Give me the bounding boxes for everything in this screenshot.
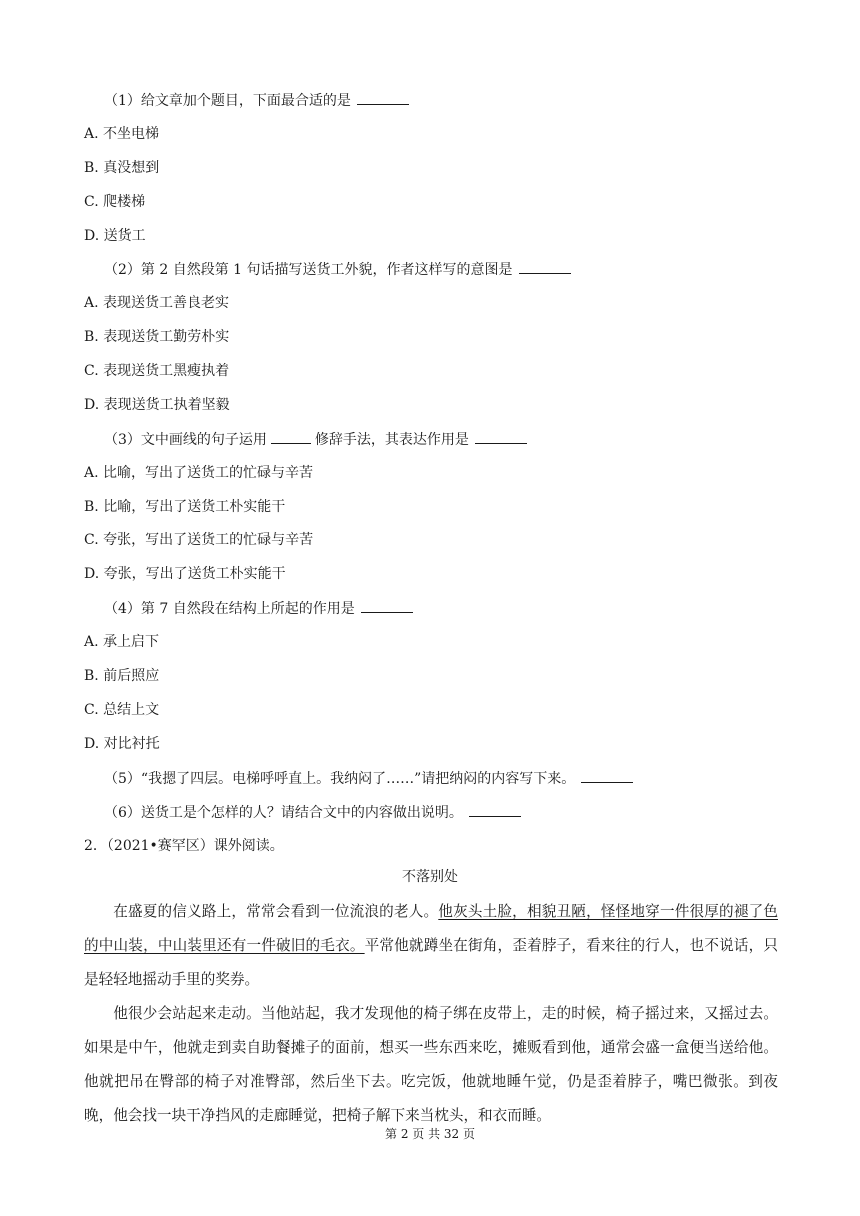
answer-blank-3b[interactable] (475, 429, 527, 444)
option: D. 表现送货工执着坚毅 (84, 397, 230, 413)
question-5-stem: （5）“我摁了四层。电梯呼呼直上。我纳闷了……”请把纳闷的内容写下来。 (104, 771, 576, 787)
option: A. 不坐电梯 (84, 126, 160, 142)
option: B. 表现送货工勤劳朴实 (84, 329, 230, 345)
option: A. 比喻，写出了送货工的忙碌与辛苦 (84, 465, 314, 481)
option: C. 表现送货工黑瘦执着 (84, 363, 230, 379)
option: C. 爬楼梯 (84, 194, 146, 210)
question-2 (104, 259, 571, 280)
answer-blank-3a[interactable] (271, 429, 311, 444)
article-paragraph-2: 他很少会站起来走动。当他站起，我才发现他的椅子绑在皮带上，走的时候，椅子摇过来，又摇过去。如果是中午，他就走到卖自助餐摊子的面前，想买一些东西来吃，摊贩看到他，通常会盛一盒便当送给他。他就把吊在臀部的椅子对准臀部，然后坐下去。吃完饭，他就地睡午觉，仍是歪着脖子，嘴巴微张。到夜晚，他会找一块干净挡风的走廊睡觉，把椅子解下来当枕头，和衣而睡。 (84, 1005, 778, 1124)
option: D. 对比衬托 (84, 736, 160, 752)
question-3-stem-b: 修辞手法，其表达作用是 (314, 432, 469, 448)
option: C. 总结上文 (84, 702, 160, 718)
answer-blank-5[interactable] (581, 768, 633, 783)
option: C. 夸张，写出了送货工的忙碌与辛苦 (84, 532, 314, 548)
option: B. 真没想到 (84, 160, 160, 176)
article-title: 不落别处 (402, 869, 458, 885)
question-3 (104, 429, 527, 450)
answer-blank-2[interactable] (519, 259, 571, 274)
option: B. 前后照应 (84, 668, 160, 684)
option: D. 夸张，写出了送货工朴实能干 (84, 566, 286, 582)
article-paragraph-1 (84, 895, 778, 997)
option: D. 送货工 (84, 228, 146, 244)
page-footer: 第 2 页 共 32 页 (385, 1127, 475, 1141)
section-heading: 2．（2021•赛罕区）课外阅读。 (84, 838, 284, 854)
question-1 (104, 90, 409, 111)
paragraph-1-text-b: 平常他就蹲坐在街角，歪着脖子，看来往的行人，也不说话，只是轻轻地摇动手里的奖券。 (84, 937, 778, 988)
question-6 (104, 802, 521, 823)
question-2-stem: （2）第 2 自然段第 1 句话描写送货工外貌，作者这样写的意图是 (104, 262, 513, 278)
option: B. 比喻，写出了送货工朴实能干 (84, 499, 286, 515)
answer-blank-4[interactable] (361, 598, 413, 613)
question-3-stem-a: （3）文中画线的句子运用 (104, 432, 267, 448)
question-6-stem: （6）送货工是个怎样的人？请结合文中的内容做出说明。 (104, 805, 463, 821)
option: A. 承上启下 (84, 634, 160, 650)
question-4-stem: （4）第 7 自然段在结构上所起的作用是 (104, 601, 355, 617)
question-1-stem: （1）给文章加个题目，下面最合适的是 (104, 93, 351, 109)
question-4 (104, 598, 413, 619)
answer-blank-1[interactable] (357, 90, 409, 105)
underlined-sentence: 他灰头土脸，相貌丑陋，怪怪地穿一件很厚的褪了色的中山装，中山装里还有一件破旧的毛衣。 (84, 903, 778, 954)
answer-blank-6[interactable] (469, 802, 521, 817)
paragraph-1-text-a: 在盛夏的信义路上，常常会看到一位流浪的老人。 (113, 903, 439, 920)
question-5 (104, 768, 633, 789)
option: A. 表现送货工善良老实 (84, 295, 230, 311)
